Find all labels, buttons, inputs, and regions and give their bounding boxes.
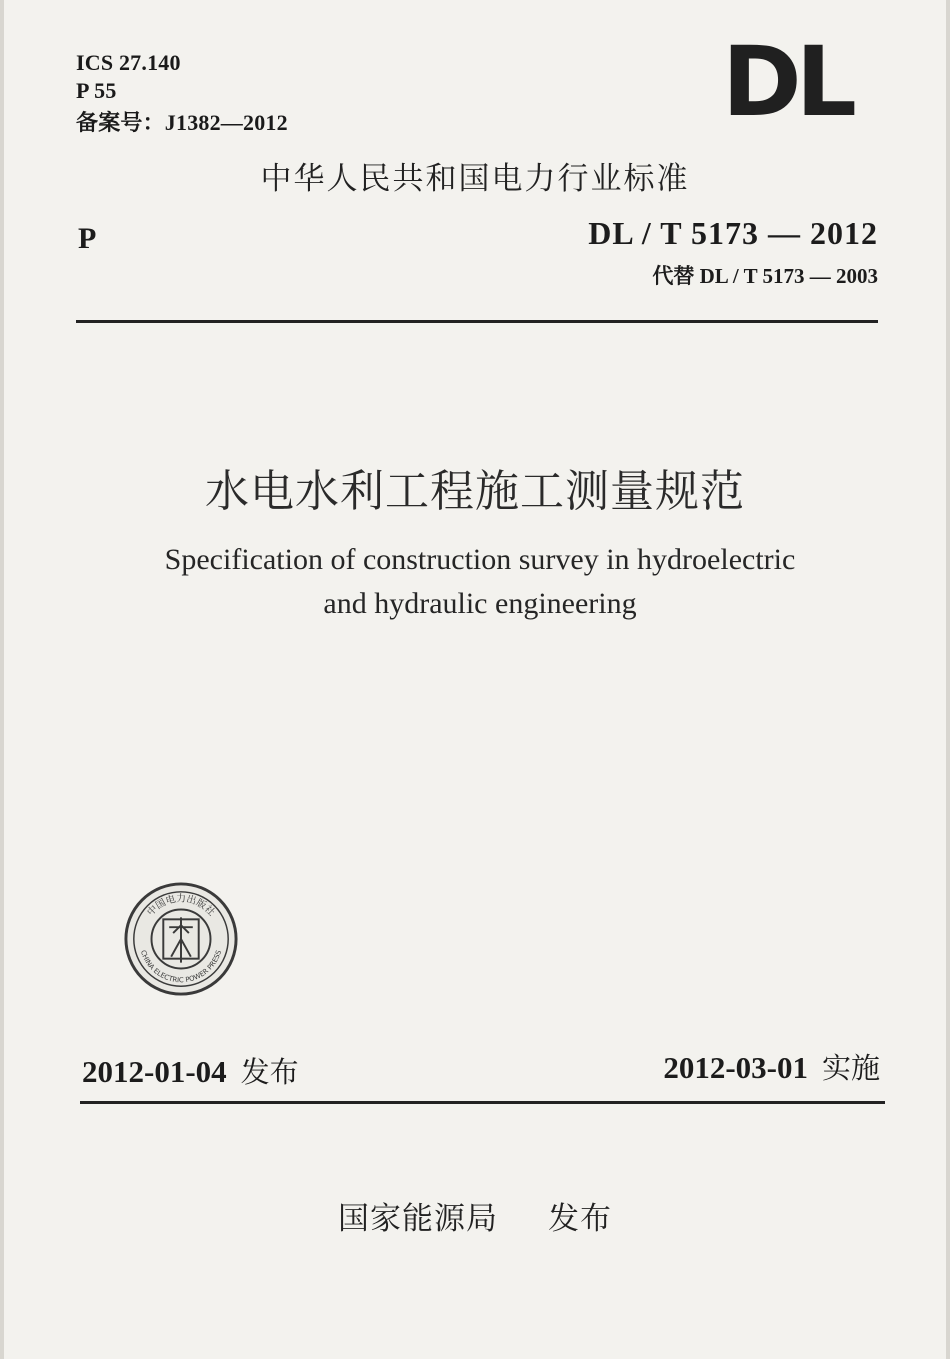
title-english-line1: Specification of construction survey in hydroelectric: [164, 543, 796, 576]
dl-logo: DL: [722, 26, 851, 138]
title-english: [100, 538, 860, 626]
standard-number: DL / T 5173 — 2012: [588, 215, 878, 251]
implement-date: [663, 1046, 880, 1087]
implement-date-label: 实施: [821, 1051, 880, 1085]
seal-text-en: CHINA ELECTRIC POWER PRESS: [138, 949, 224, 985]
ics-code: ICS 27.140: [76, 50, 181, 75]
replaces-standard: 代替 DL / T 5173 — 2003: [652, 264, 878, 288]
classification-mark: P: [78, 222, 97, 255]
title-chinese: 水电水利工程施工测量规范: [205, 466, 745, 517]
publisher-seal-icon: [122, 880, 240, 998]
publisher-line: [0, 1193, 950, 1238]
issue-date-label: 发布: [240, 1055, 299, 1089]
left-page-edge: [0, 0, 4, 1359]
title-english-line2: and hydraulic engineering: [323, 587, 637, 620]
class-code: P 55: [76, 78, 117, 103]
implement-date-value: 2012-03-01: [663, 1050, 808, 1085]
footer-divider: [80, 1101, 885, 1104]
right-page-edge: [946, 0, 950, 1359]
publisher-label: 发布: [548, 1201, 612, 1237]
publisher-name: 国家能源局: [338, 1201, 498, 1237]
industry-standard-heading: 中华人民共和国电力行业标准: [260, 161, 690, 197]
seal-text-cn: 中国电力出版社: [145, 893, 217, 919]
record-number: 备案号：J1382—2012: [76, 110, 288, 135]
issue-date: [82, 1050, 299, 1091]
header-divider: [76, 320, 878, 323]
issue-date-value: 2012-01-04: [82, 1054, 227, 1089]
